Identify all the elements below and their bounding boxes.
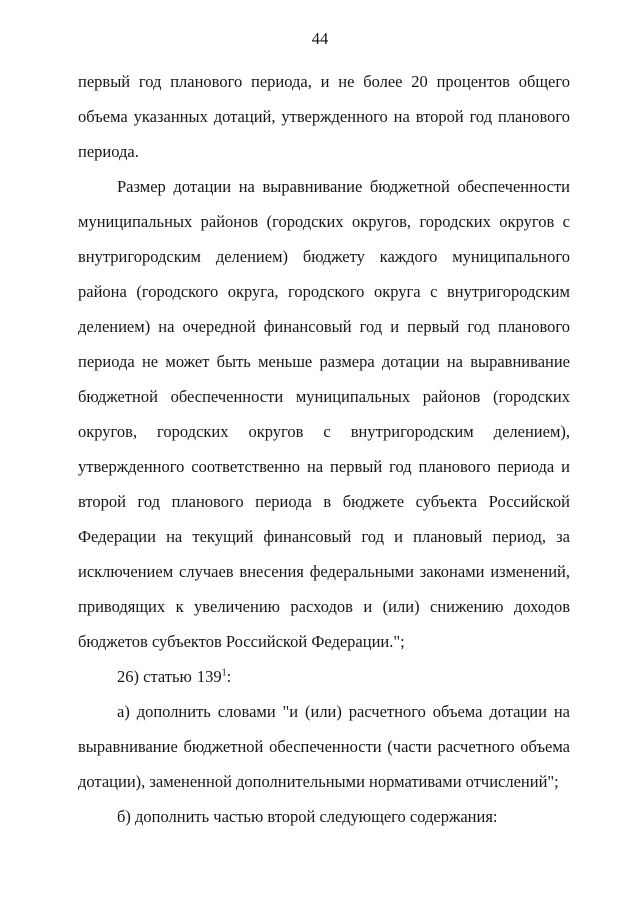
paragraph-subclause-b: б) дополнить частью второй следующего содержания:: [117, 807, 498, 826]
clause-26-colon: :: [226, 667, 232, 686]
paragraph-subclause-a: а) дополнить словами "и (или) расчетного объема дотации на выравнивание бюджетной обеспеченности (части расчетного объема дотации), замененной дополнительными нормативами отчислений";: [78, 702, 570, 791]
page-number: 44: [311, 29, 329, 48]
clause-26-prefix: 26) статью: [117, 667, 192, 686]
article-superscript: 1: [221, 667, 227, 679]
article-number: 139: [196, 667, 222, 686]
paragraph-dotation-size: Размер дотации на выравнивание бюджетной обеспеченности муниципальных районов (городских округов, городских округов с внутригородским делением) бюджету каждого муниципального района (городского округа, городского округа с внутригородским делением) на очередной финансовый год и первый год планового периода не может быть меньше размера дотации на выравнивание бюджетной обеспеченности муниципальных районов (городских округов, городских округов с внутригородским делением), утвержденного соответственно на первый год планового периода и второй год планового периода в бюджете субъекта Российской Федерации на текущий финансовый год и плановый период, за исключением случаев внесения федеральными законами изменений, приводящих к увеличению расходов и (или) снижению доходов бюджетов субъектов Российской Федерации.";: [78, 177, 570, 651]
paragraph-continuation: первый год планового периода, и не более 20 процентов общего объема указанных дотаций, утвержденного на второй год планового периода.: [78, 72, 570, 161]
document-body: [78, 64, 570, 834]
paragraph-clause-26: [78, 659, 570, 694]
